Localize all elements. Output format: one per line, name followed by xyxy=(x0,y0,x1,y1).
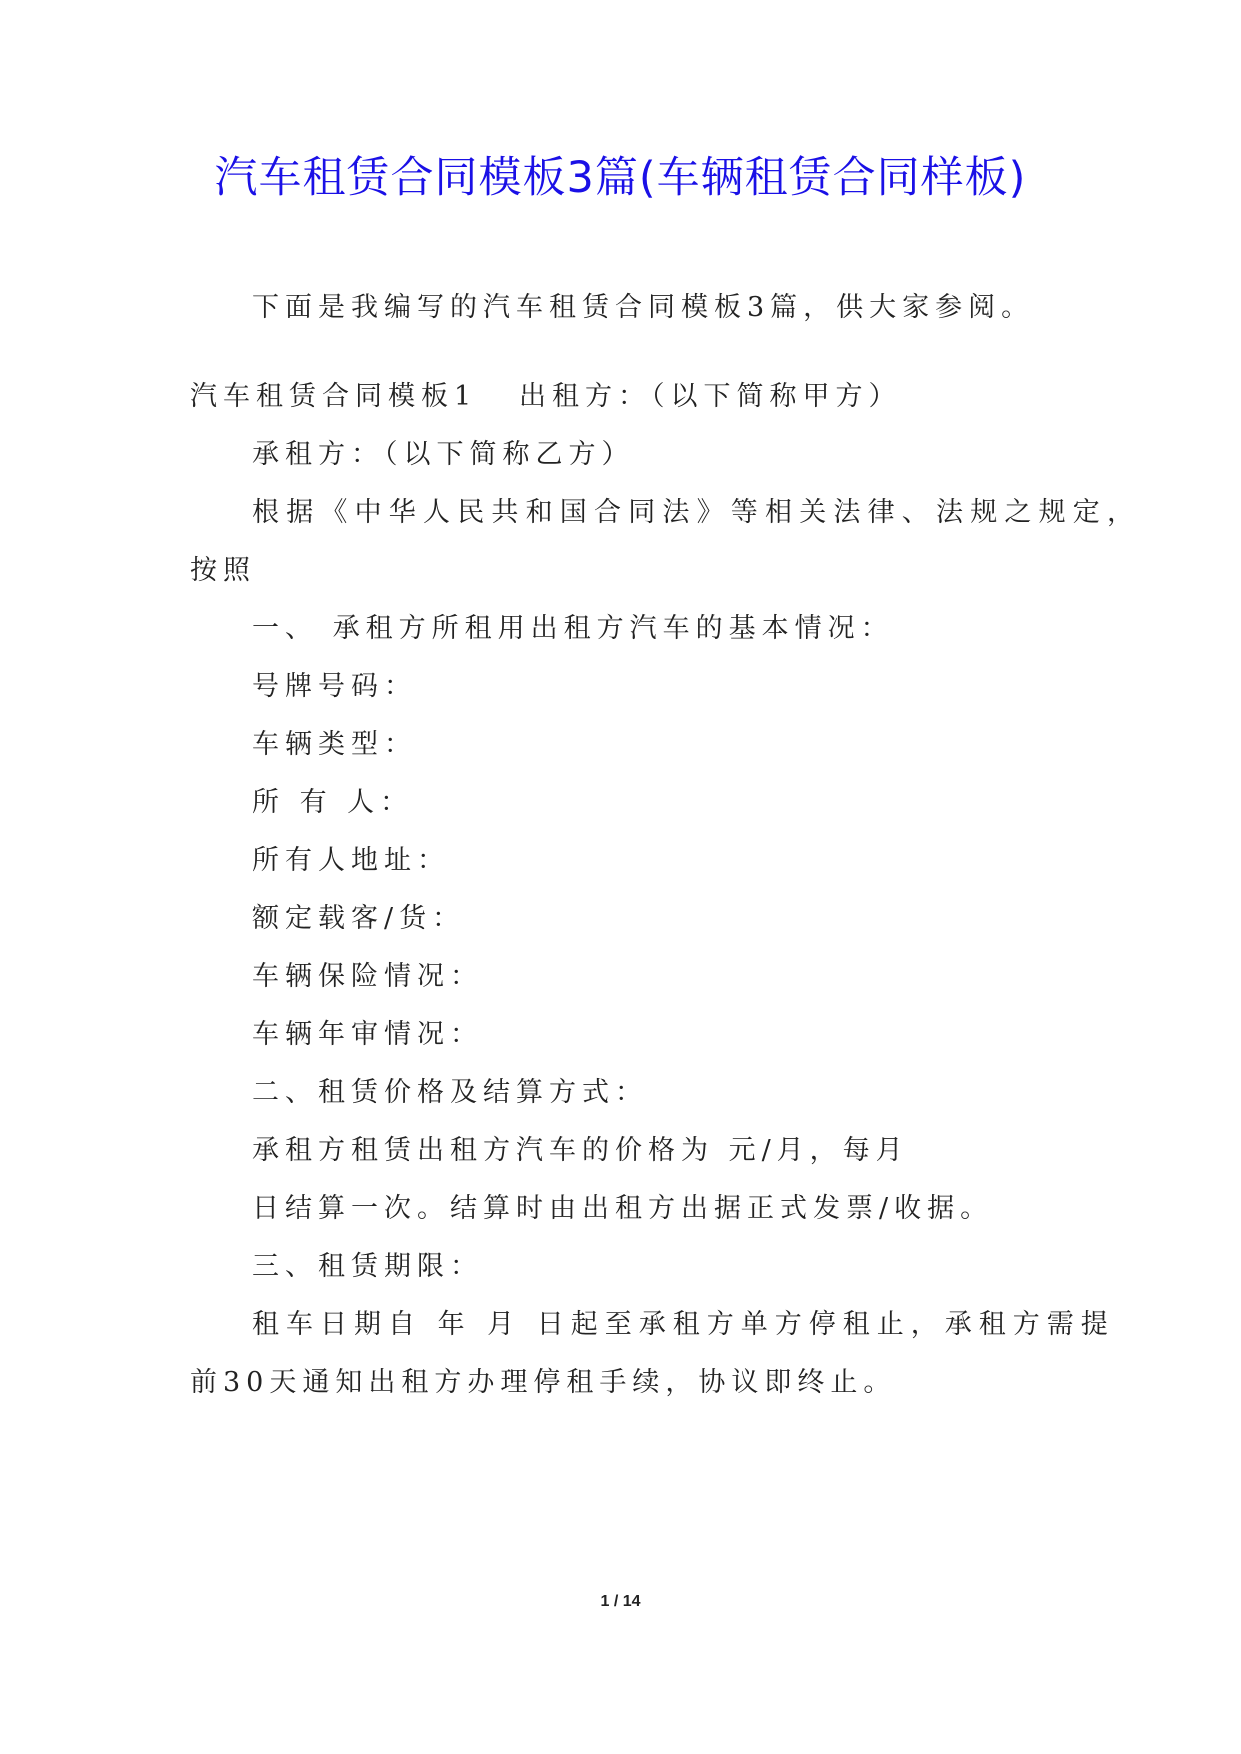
contract-heading: 汽车租赁合同模板1 xyxy=(190,381,478,412)
document-title: 汽车租赁合同模板3篇(车辆租赁合同样板) xyxy=(214,153,1027,203)
legal-basis-line-2: 按照 xyxy=(190,555,256,586)
price-line-2: 日结算一次。结算时由出租方出据正式发票/收据。 xyxy=(252,1193,994,1224)
section-3-heading: 三、租赁期限： xyxy=(252,1251,483,1282)
rated-capacity-field: 额定载客/货： xyxy=(252,903,466,934)
lessor-line: 出租方：（以下简称甲方） xyxy=(519,381,902,412)
price-line-1: 承租方租赁出租方汽车的价格为 元/月，每月 xyxy=(252,1135,909,1166)
term-line-1: 租车日期自 年 月 日起至承租方单方停租止，承租方需提 xyxy=(252,1309,1115,1340)
owner-address-field: 所有人地址： xyxy=(252,845,450,876)
insurance-field: 车辆保险情况： xyxy=(252,961,483,992)
owner-field: 所 有 人： xyxy=(252,787,414,818)
plate-number-field: 号牌号码： xyxy=(252,671,417,702)
term-line-2: 前30天通知出租方办理停租手续，协议即终止。 xyxy=(190,1367,897,1398)
annual-inspection-field: 车辆年审情况： xyxy=(252,1019,483,1050)
intro-paragraph: 下面是我编写的汽车租赁合同模板3篇，供大家参阅。 xyxy=(252,292,1035,323)
page-indicator: 1 / 14 xyxy=(600,1593,641,1610)
vehicle-type-field: 车辆类型： xyxy=(252,729,417,760)
legal-basis-line-1: 根据《中华人民共和国合同法》等相关法律、法规之规定， xyxy=(252,497,1142,528)
section-1-heading: 一、 承租方所租用出租方汽车的基本情况： xyxy=(252,613,894,644)
lessee-line: 承租方：（以下简称乙方） xyxy=(252,439,635,470)
section-2-heading: 二、租赁价格及结算方式： xyxy=(252,1077,648,1108)
